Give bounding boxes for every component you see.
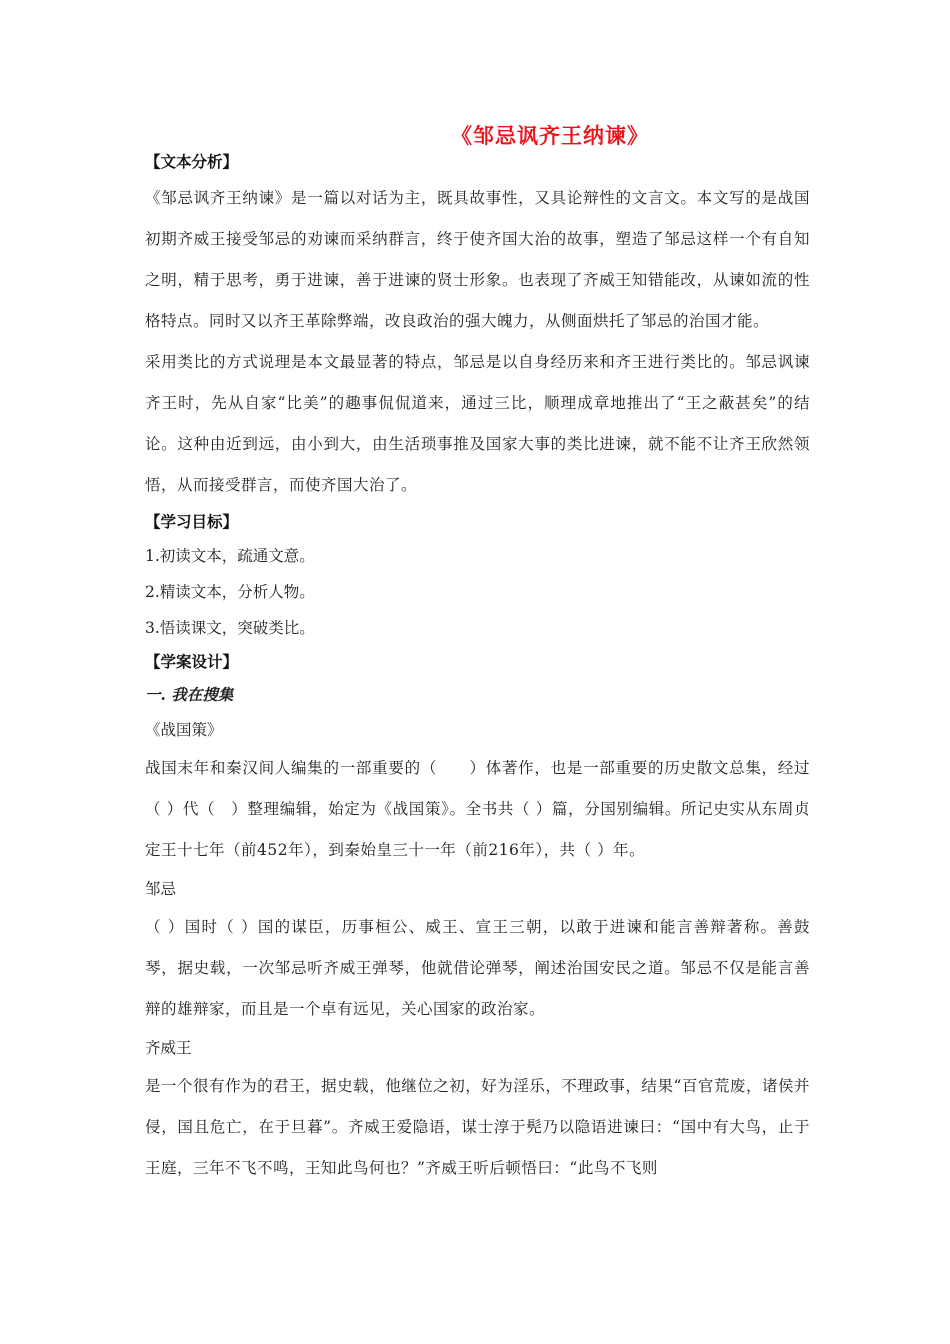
design-heading: 【学案设计】 xyxy=(145,652,239,671)
goal-item-3: 3.悟读课文，突破类比。 xyxy=(145,619,315,637)
collect-section-title: 一. 我在搜集 xyxy=(145,685,234,704)
qiweiwang-label: 齐威王 xyxy=(145,1039,192,1057)
zouji-label: 邹忌 xyxy=(145,880,177,898)
zhanguoce-text: 战国末年和秦汉间人编集的一部重要的（ ）体著作，也是一部重要的历史散文总集，经过（ ）代（ ）整理编辑，始定为《战国策》。全书共（ ）篇，分国别编辑。所记史实从东周贞定王十七年（前452年），到秦始皇三十一年（前216年），共（ ）年。 xyxy=(145,759,810,859)
qiweiwang-text: 是一个很有作为的君王，据史载，他继位之初，好为淫乐，不理政事，结果“百官荒废，诸侯并侵，国且危亡，在于旦暮”。齐威王爱隐语，谋士淳于髡乃以隐语进谏曰：“国中有大鸟，止于王庭，三年不飞不鸣，王知此鸟何也？”齐威王听后顿悟曰：“此鸟不飞则 xyxy=(145,1077,810,1177)
document-body xyxy=(145,150,810,1189)
page-title: 《邹忌讽齐王纳谏》 xyxy=(451,123,649,148)
analysis-heading: 【文本分析】 xyxy=(145,152,239,171)
analysis-paragraph-2: 采用类比的方式说理是本文最显著的特点，邹忌是以自身经历来和齐王进行类比的。邹忌讽谏齐王时，先从自家“比美”的趣事侃侃道来，通过三比，顺理成章地推出了“王之蔽甚矣”的结论。这种由近到远，由小到大，由生活琐事推及国家大事的类比进谏，就不能不让齐王欣然领悟，从而接受群言，而使齐国大治了。 xyxy=(145,353,810,494)
goal-item-1: 1.初读文本，疏通文意。 xyxy=(145,547,315,565)
goals-heading: 【学习目标】 xyxy=(145,512,239,531)
zouji-text: （ ）国时（ ）国的谋臣，历事桓公、威王、宣王三朝，以敢于进谏和能言善辩著称。善鼓琴，据史载，一次邹忌听齐威王弹琴，他就借论弹琴，阐述治国安民之道。邹忌不仅是能言善辩的雄辩家，而且是一个卓有远见，关心国家的政治家。 xyxy=(145,918,810,1018)
analysis-paragraph-1: 《邹忌讽齐王纳谏》是一篇以对话为主，既具故事性，又具论辩性的文言文。本文写的是战国初期齐威王接受邹忌的劝谏而采纳群言，终于使齐国大治的故事，塑造了邹忌这样一个有自知之明，精于思考，勇于进谏，善于进谏的贤士形象。也表现了齐威王知错能改，从谏如流的性格特点。同时又以齐王革除弊端，改良政治的强大魄力，从侧面烘托了邹忌的治国才能。 xyxy=(145,189,810,330)
goal-item-2: 2.精读文本，分析人物。 xyxy=(145,583,315,601)
zhanguoce-label: 《战国策》 xyxy=(145,721,223,739)
